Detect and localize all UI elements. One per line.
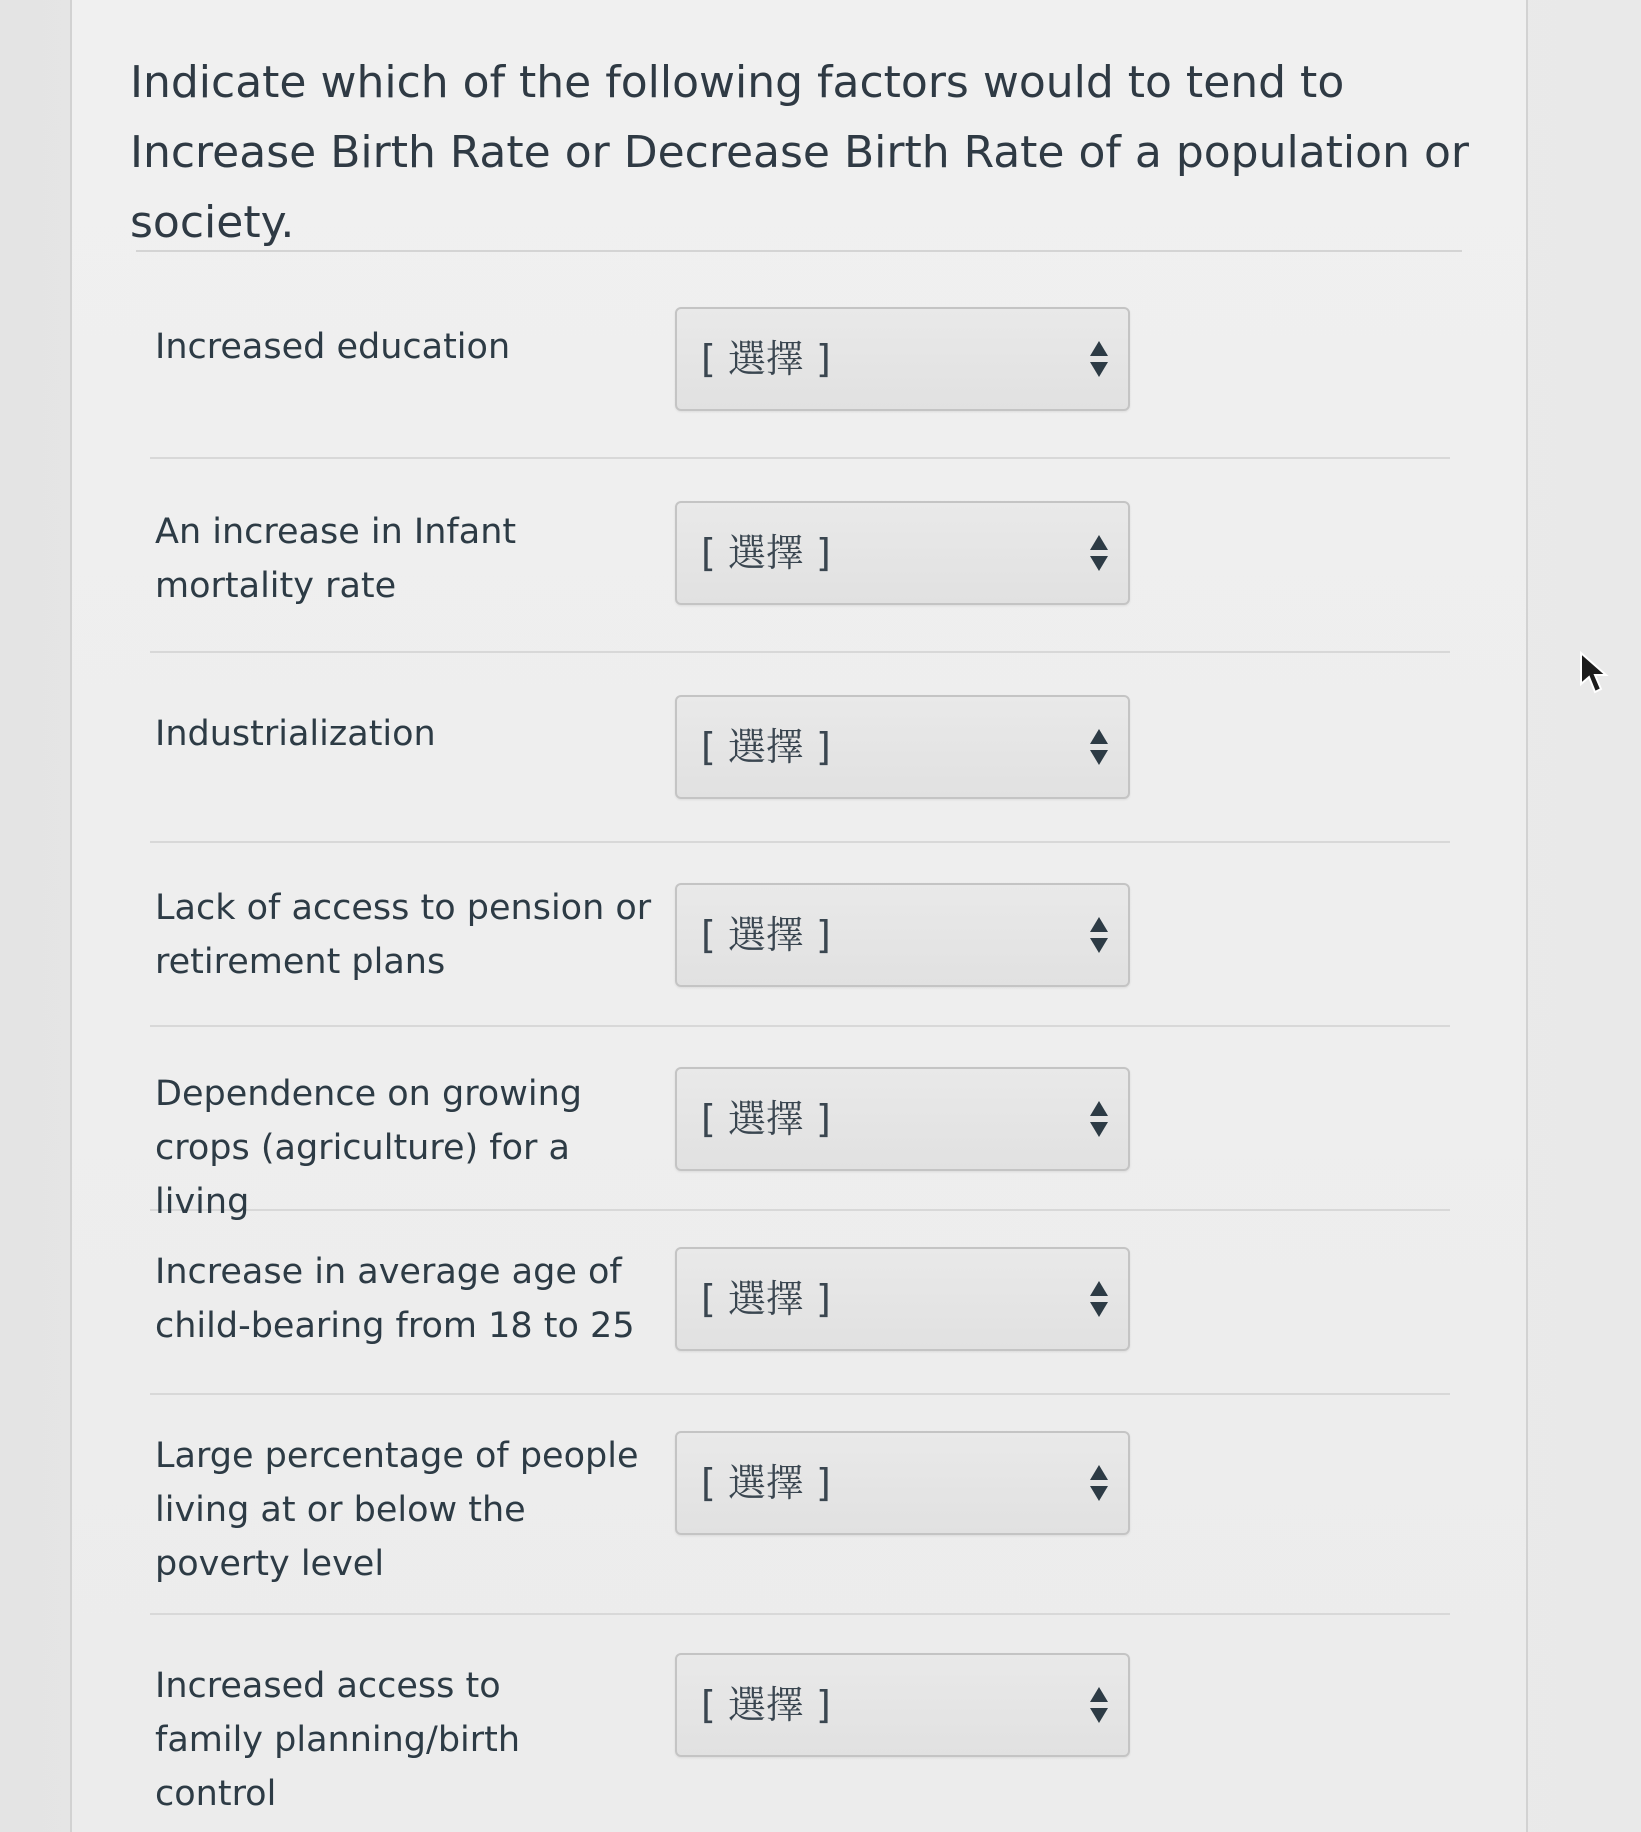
select-value: [ 選擇 ] — [701, 1461, 831, 1505]
up-down-caret-icon — [1088, 725, 1110, 769]
answer-row — [150, 459, 1450, 653]
answer-row — [150, 1395, 1450, 1615]
answer-label: Increase in average age of child-bearing from 18 to 25 — [155, 1252, 635, 1346]
select-value: [ 選擇 ] — [701, 531, 831, 575]
answer-row — [150, 252, 1450, 459]
up-down-caret-icon — [1088, 337, 1110, 381]
answer-select[interactable] — [675, 695, 1130, 799]
up-down-caret-icon — [1088, 1461, 1110, 1505]
answer-label: Industrialization — [155, 714, 436, 754]
answer-row — [150, 1027, 1450, 1222]
question-text: Indicate which of the following factors would to tend to Increase Birth Rate or Decrease Birth Rate of a population or society. — [130, 57, 1469, 248]
answer-label: Lack of access to pension or retirement plans — [155, 888, 652, 982]
answer-label: Dependence on growing crops (agriculture) for a living — [155, 1074, 582, 1222]
answer-label: Increased access to family planning/birth control — [155, 1666, 521, 1814]
answer-select[interactable] — [675, 1247, 1130, 1351]
select-value: [ 選擇 ] — [701, 913, 831, 957]
answer-label: Large percentage of people living at or below the poverty level — [155, 1436, 639, 1584]
select-value: [ 選擇 ] — [701, 1277, 831, 1321]
select-value: [ 選擇 ] — [701, 1097, 831, 1141]
up-down-caret-icon — [1088, 1097, 1110, 1141]
answer-select[interactable] — [675, 883, 1130, 987]
answer-row — [150, 843, 1450, 1027]
answer-select[interactable] — [675, 307, 1130, 411]
answer-select[interactable] — [675, 1653, 1130, 1757]
select-value: [ 選擇 ] — [701, 725, 831, 769]
select-value: [ 選擇 ] — [701, 1683, 831, 1727]
up-down-caret-icon — [1088, 1277, 1110, 1321]
answer-label: Increased education — [155, 327, 511, 367]
up-down-caret-icon — [1088, 531, 1110, 575]
answer-label: An increase in Infant mortality rate — [155, 512, 517, 606]
answer-select[interactable] — [675, 1431, 1130, 1535]
answer-row — [150, 1615, 1450, 1814]
answer-select[interactable] — [675, 501, 1130, 605]
answer-row — [150, 1211, 1450, 1395]
up-down-caret-icon — [1088, 1683, 1110, 1727]
mouse-cursor-icon — [1578, 650, 1612, 696]
select-value: [ 選擇 ] — [701, 337, 831, 381]
up-down-caret-icon — [1088, 913, 1110, 957]
answer-row — [150, 653, 1450, 843]
answer-select[interactable] — [675, 1067, 1130, 1171]
